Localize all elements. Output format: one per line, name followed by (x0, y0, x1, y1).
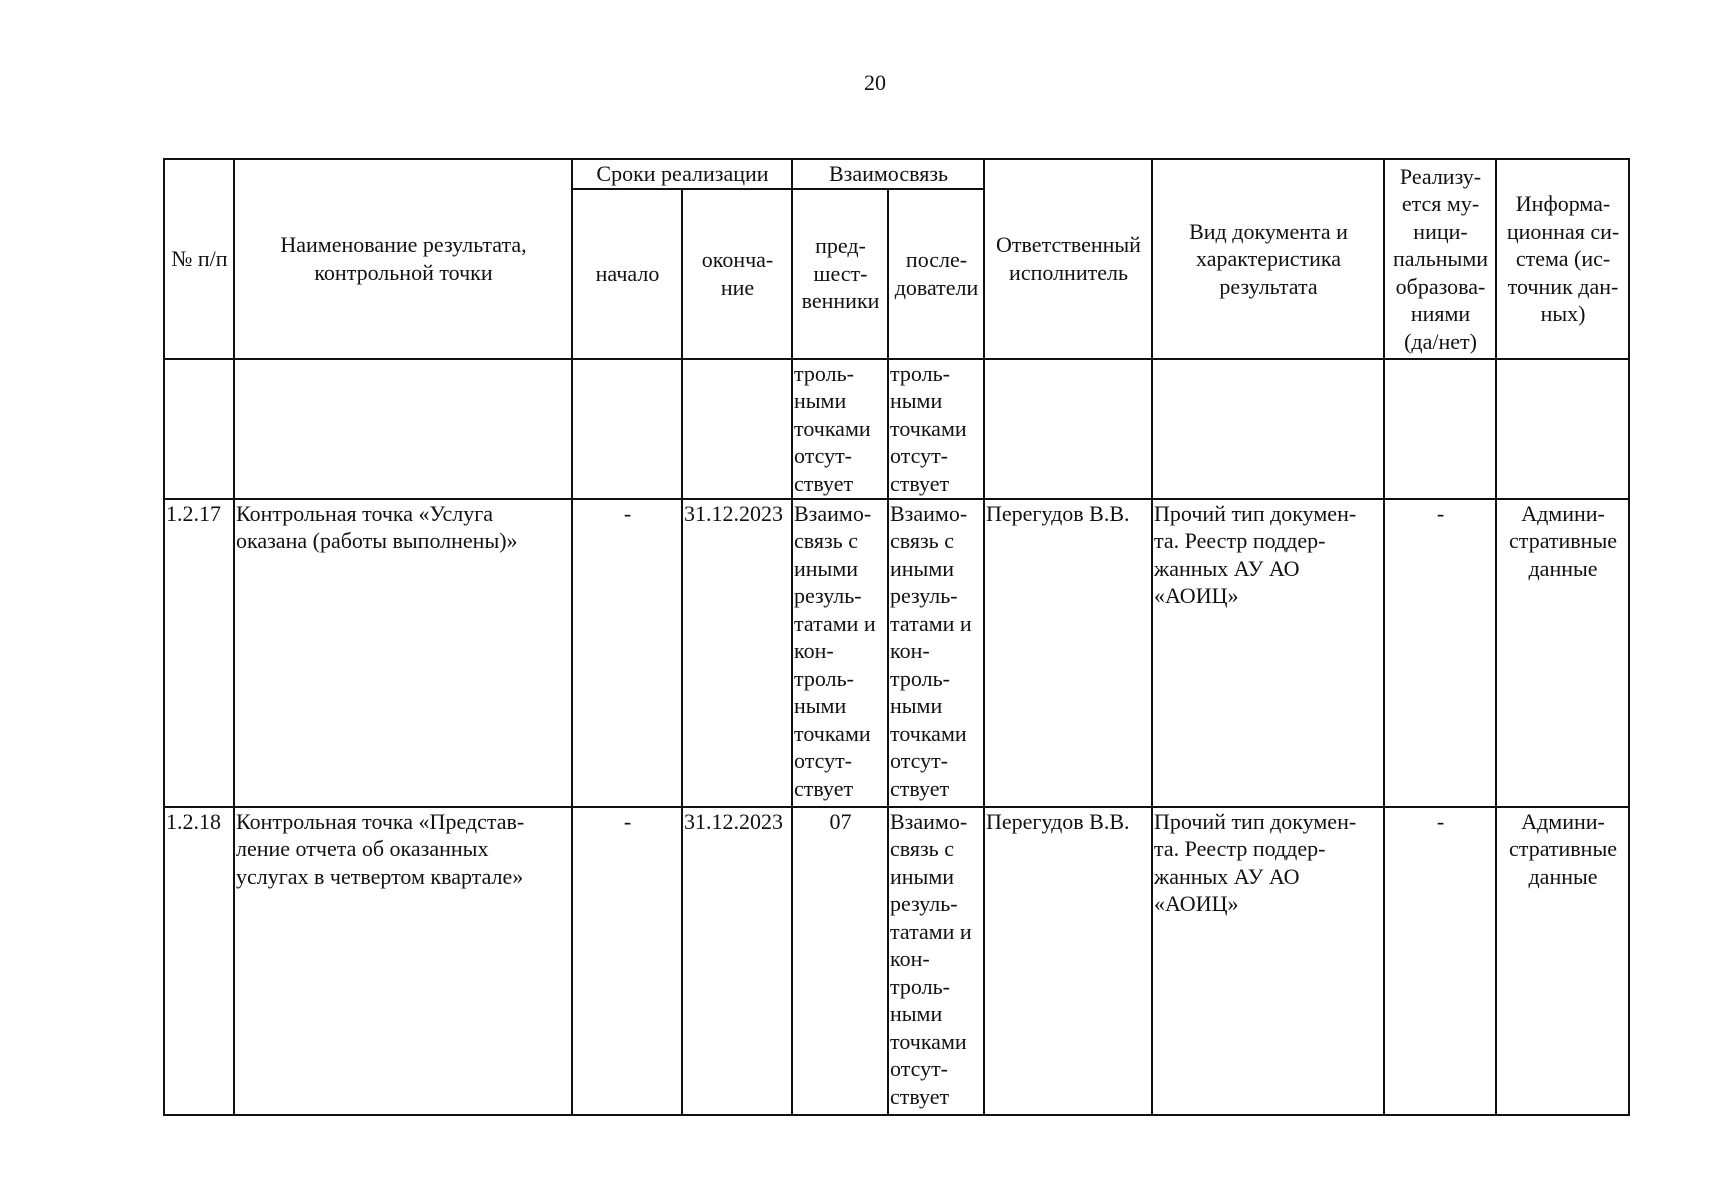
cell-doc-type: Прочий тип докумен- та. Реестр поддер- жанных АУ АО «АОИЦ» (1152, 807, 1384, 1115)
header-doc-type: Вид документа и характеристика результата (1152, 159, 1384, 359)
header-successors: после- дователи (888, 189, 984, 359)
cell-start: - (572, 807, 682, 1115)
cell-name: Контрольная точка «Представ- ление отчета об оказанных услугах в четвертом квартале» (234, 807, 572, 1115)
header-predecessors: пред- шест- венники (792, 189, 888, 359)
cell-responsible: Перегудов В.В. (984, 499, 1152, 807)
header-info-system: Информа- ционная си- стема (ис- точник дан- ных) (1496, 159, 1629, 359)
table-row (164, 359, 1629, 499)
cell-end: 31.12.2023 (682, 807, 792, 1115)
cell-responsible: Перегудов В.В. (984, 807, 1152, 1115)
header-name: Наименование результата, контрольной точки (234, 159, 572, 359)
table-row (164, 499, 1629, 807)
cell-info-system (1496, 359, 1629, 499)
header-start: начало (572, 189, 682, 359)
cell-name: Контрольная точка «Услуга оказана (работы выполнены)» (234, 499, 572, 807)
header-num: № п/п (164, 159, 234, 359)
header-relation: Взаимосвязь (792, 159, 984, 189)
header-responsible: Ответственный исполнитель (984, 159, 1152, 359)
header-end: оконча- ние (682, 189, 792, 359)
cell-predecessors: троль- ными точками отсут- ствует (792, 359, 888, 499)
header-municipal: Реализу- ется му- ници- пальными образова- ниями (да/нет) (1384, 159, 1496, 359)
cell-end: 31.12.2023 (682, 499, 792, 807)
cell-num: 1.2.17 (164, 499, 234, 807)
cell-start: - (572, 499, 682, 807)
cell-successors: Взаимо- связь с иными резуль- татами и кон- троль- ными точками отсут- ствует (888, 499, 984, 807)
table-row (164, 807, 1629, 1115)
page-number: 20 (864, 70, 886, 95)
results-table (163, 158, 1630, 1116)
cell-doc-type: Прочий тип докумен- та. Реестр поддер- жанных АУ АО «АОИЦ» (1152, 499, 1384, 807)
cell-predecessors: Взаимо- связь с иными резуль- татами и кон- троль- ными точками отсут- ствует (792, 499, 888, 807)
cell-successors: троль- ными точками отсут- ствует (888, 359, 984, 499)
cell-name (234, 359, 572, 499)
cell-info-system: Админи- стративные данные (1496, 499, 1629, 807)
cell-doc-type (1152, 359, 1384, 499)
cell-info-system: Админи- стративные данные (1496, 807, 1629, 1115)
cell-municipal (1384, 359, 1496, 499)
cell-municipal: - (1384, 499, 1496, 807)
header-terms: Сроки реализации (572, 159, 792, 189)
cell-predecessors: 07 (792, 807, 888, 1115)
cell-num (164, 359, 234, 499)
cell-start (572, 359, 682, 499)
cell-municipal: - (1384, 807, 1496, 1115)
cell-end (682, 359, 792, 499)
cell-successors: Взаимо- связь с иными резуль- татами и кон- троль- ными точками отсут- ствует (888, 807, 984, 1115)
cell-responsible (984, 359, 1152, 499)
cell-num: 1.2.18 (164, 807, 234, 1115)
